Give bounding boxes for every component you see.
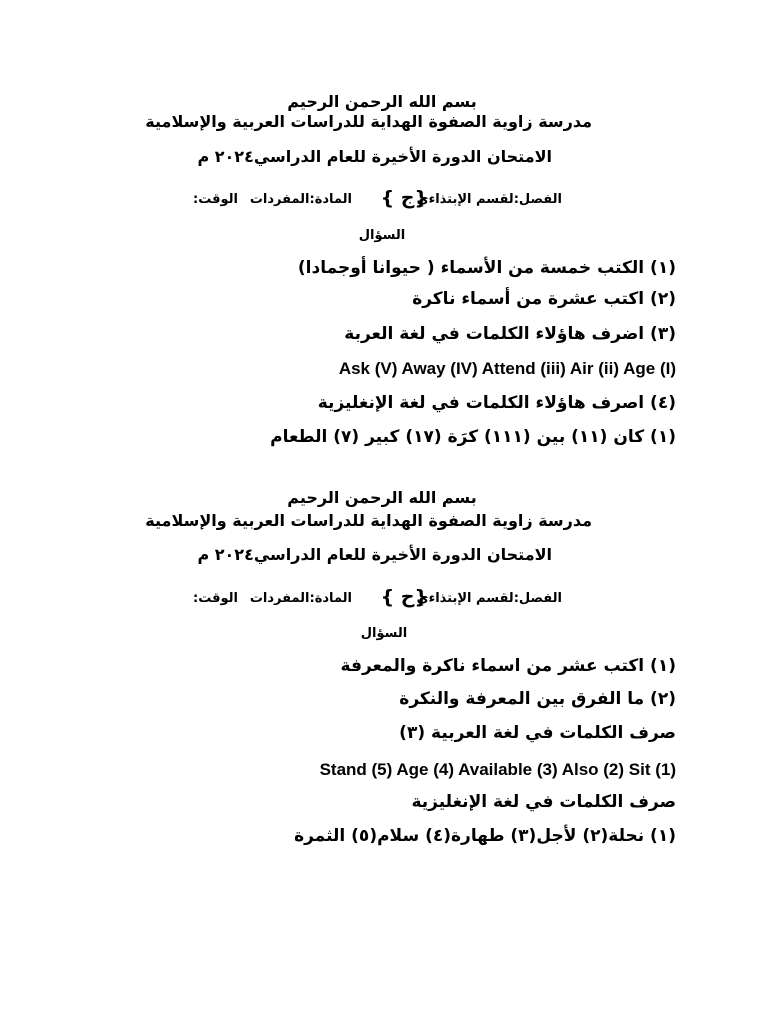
exam-info-row [0,588,768,612]
subject-label: المادة:المفردات [249,591,352,606]
arabic-word-list: (١) كان (١١) بين (١١١) كرَة (١٧) كبير (٧) الطعام [270,427,676,447]
question-item: (٢) ما الفرق بين المعرفة والنكرة [399,689,676,709]
english-word-list: Ask (V) Away (IV) Attend (iii) Air (ii) Age (I) [338,359,676,378]
question-heading: السؤال [358,228,406,243]
class-label: الفصل:لقسم الإبتذاءي [416,192,562,207]
school-name: مدرسة زاوية الصفوة الهداية للدراسات العربية والإسلامية [145,511,592,530]
question-heading: السؤال [360,626,408,641]
class-letter: {ح } [380,586,428,608]
exam-title: الامتحان الدورة الأخيرة للعام الدراسي٢٠٢٤ م [197,545,552,564]
question-item: (١) الكتب خمسة من الأسماء ( حيوانا أوجمادا) [297,258,676,278]
question-item: صرف الكلمات في لغة العربية (٣) [399,723,676,743]
question-item: (٣) اضرف هاؤلاء الكلمات في لغة العربة [344,324,676,344]
question-item: (١) اكتب عشر من اسماء ناكرة والمعرفة [340,656,676,676]
class-label: الفصل:لقسم الإبتذاءي [416,591,562,606]
question-item: (٤) اصرف هاؤلاء الكلمات في لغة الإنغليزية [317,393,676,413]
school-name: مدرسة زاوية الصفوة الهداية للدراسات العربية والإسلامية [145,112,592,131]
question-item: (٢) اكتب عشرة من أسماء ناكرة [412,289,676,309]
question-item: صرف الكلمات في لغة الإنغليزية [411,792,676,812]
arabic-word-list: (١) نحلة(٢) لأجل(٣) طهارة(٤) سلام(٥) الثمرة [294,826,676,846]
time-label: الوقت: [193,591,238,606]
class-letter: {ج } [380,187,428,209]
time-label: الوقت: [193,192,238,207]
exam-title: الامتحان الدورة الأخيرة للعام الدراسي٢٠٢٤ م [197,147,552,166]
english-word-list: Stand (5) Age (4) Available (3) Also (2) Sit (1) [319,760,676,779]
basmala: بسم الله الرحمن الرحيم [287,92,477,111]
basmala: بسم الله الرحمن الرحيم [287,488,477,507]
subject-label: المادة:المفردات [249,192,352,207]
exam-info-row [0,189,768,213]
